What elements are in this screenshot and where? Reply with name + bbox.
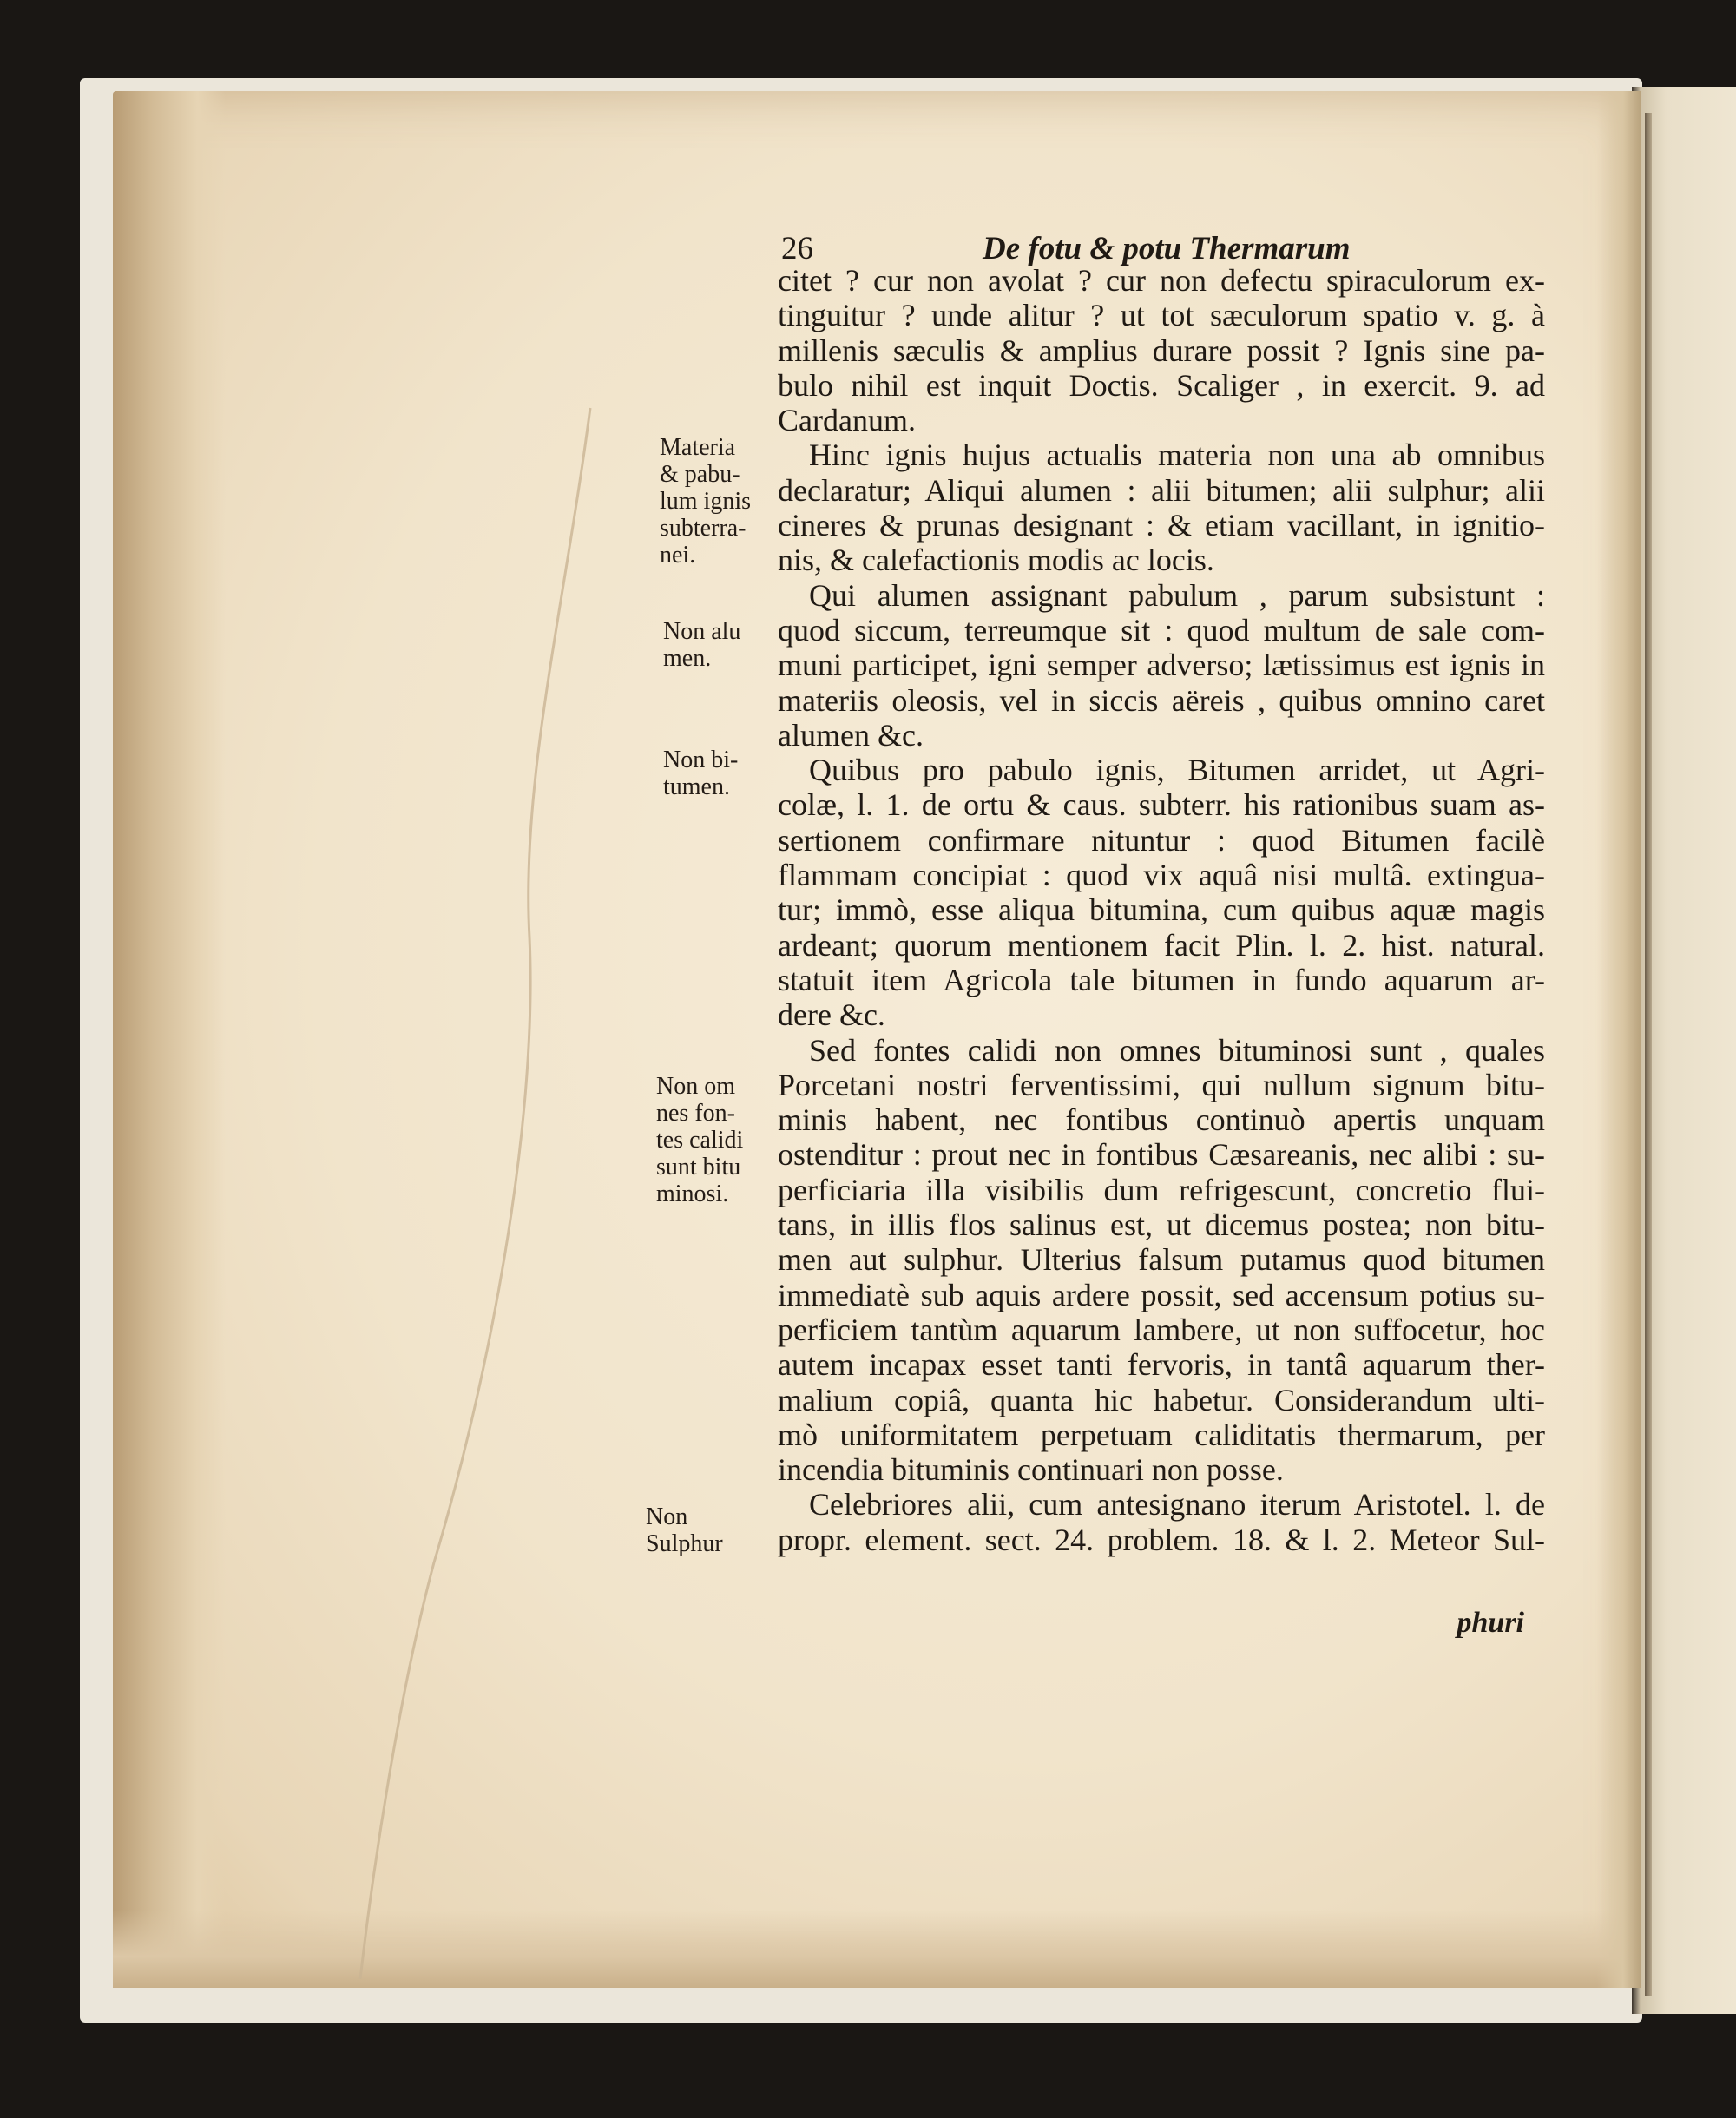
marginal-note-line: minosi. <box>656 1181 729 1207</box>
page-number: 26 <box>781 231 813 266</box>
body-line: perficiem tantùm aquarum lambere, ut non suffocetur, hoc <box>778 1312 1545 1347</box>
body-line: tur; immò, esse aliqua bitumina, cum quibus aquæ magis <box>778 892 1545 928</box>
body-line: Celebriores alii, cum antesignano iterum Aristotel. l. de <box>809 1487 1545 1523</box>
body-line: declaratur; Aliqui alumen : alii bitumen; alii sulphur; alii <box>778 472 1545 508</box>
body-line: malium copiâ, quanta hic habetur. Considerandum ulti- <box>778 1382 1545 1417</box>
body-line: tinguitur ? unde alitur ? ut tot sæculorum spatio v. g. à <box>778 298 1545 333</box>
body-line: perficiaria illa visibilis dum refrigescunt, concretio flui- <box>778 1172 1545 1207</box>
body-lines <box>778 263 1545 1557</box>
body-line: bulo nihil est inquit Doctis. Scaliger , in exercit. 9. ad <box>778 367 1545 403</box>
body-line: ostenditur : prout nec in fontibus Cæsareanis, nec alibi : su- <box>778 1137 1545 1173</box>
body-line: Cardanum. <box>778 403 916 438</box>
marginal-note-line: tes calidi <box>656 1127 744 1154</box>
body-line: minis habent, nec fontibus continuò apertis unquam <box>778 1102 1545 1138</box>
body-line: tans, in illis flos salinus est, ut dicemus postea; non bitu- <box>778 1207 1545 1243</box>
marginal-note-line: nes fon- <box>656 1100 735 1127</box>
gutter-shadow <box>1645 113 1652 1996</box>
marginal-note <box>646 1503 759 1557</box>
body-line: Hinc ignis hujus actualis materia non una ab omnibus <box>809 437 1545 473</box>
marginal-note-line: lum ignis <box>660 488 752 515</box>
body-line: flammam concipiat : quod vix aquâ nisi multâ. extingua- <box>778 858 1545 893</box>
body-line: citet ? cur non avolat ? cur non defectu spiraculorum ex- <box>778 263 1545 298</box>
body-text <box>778 263 1545 1557</box>
body-line: autem incapax esset tanti fervoris, in tantâ aquarum ther- <box>778 1347 1545 1383</box>
running-title: De fotu & potu Thermarum <box>983 231 1351 266</box>
body-line: statuit item Agricola tale bitumen in fundo aquarum ar- <box>778 962 1545 997</box>
body-line: dere &c. <box>778 997 885 1033</box>
body-line: propr. element. sect. 24. problem. 18. & l. 2. Meteor Sul- <box>778 1522 1545 1557</box>
page-gutter <box>1597 91 1641 1988</box>
body-line: Quibus pro pabulo ignis, Bitumen arridet, ut Agri- <box>809 753 1545 788</box>
worn-left-edge <box>113 91 226 1988</box>
body-line: ardeant; quorum mentionem facit Plin. l. 2. hist. natural. <box>778 927 1545 963</box>
marginal-note-line: tumen. <box>663 773 730 800</box>
worn-bottom-edge <box>113 1910 1641 1988</box>
body-line: incendia bituminis continuari non posse. <box>778 1452 1284 1488</box>
body-line: colæ, l. 1. de ortu & caus. subterr. his rationibus suam as- <box>778 787 1545 823</box>
marginal-note-line: men. <box>663 645 712 672</box>
marginal-note-line: sunt bitu <box>656 1154 741 1181</box>
body-line: Sed fontes calidi non omnes bituminosi sunt , quales <box>809 1032 1545 1068</box>
body-line: cineres & prunas designant : & etiam vacillant, in ignitio- <box>778 508 1545 543</box>
marginal-note <box>660 434 773 569</box>
marginal-note-line: Non om <box>656 1073 735 1100</box>
marginal-note <box>663 747 776 800</box>
body-line: sertionem confirmare nituntur : quod Bitumen facilè <box>778 822 1545 858</box>
catchword: phuri <box>1457 1607 1524 1639</box>
marginal-note-line: Materia <box>660 434 736 461</box>
marginal-note <box>656 1073 769 1207</box>
marginal-note-line: Sulphur <box>646 1530 723 1557</box>
body-line: men aut sulphur. Ulterius falsum putamus quod bitumen <box>778 1242 1545 1278</box>
body-line: Porcetani nostri ferventissimi, qui nullum signum bitu- <box>778 1067 1545 1102</box>
body-line: Qui alumen assignant pabulum , parum subsistunt : <box>809 577 1545 613</box>
marginal-note <box>663 618 776 672</box>
marginal-note-line: & pabu- <box>660 461 740 488</box>
body-line: materiis oleosis, vel in siccis aëreis , quibus omnino caret <box>778 682 1545 718</box>
body-line: quod siccum, terreumque sit : quod multum de sale com- <box>778 612 1545 648</box>
body-line: muni participet, igni semper adverso; lætissimus est ignis in <box>778 648 1545 683</box>
marginal-note-line: Non bi- <box>663 747 739 773</box>
body-line: mò uniformitatem perpetuam caliditatis thermarum, per <box>778 1417 1545 1452</box>
marginal-note-line: Non <box>646 1503 688 1530</box>
body-line: nis, & calefactionis modis ac locis. <box>778 543 1214 578</box>
marginal-note-line: subterra- <box>660 515 746 542</box>
body-line: alumen &c. <box>778 717 924 753</box>
marginal-note-line: Non alu <box>663 618 741 645</box>
marginal-note-line: nei. <box>660 542 696 569</box>
body-line: millenis sæculis & amplius durare possit ? Ignis sine pa- <box>778 332 1545 368</box>
body-line: immediatè sub aquis ardere possit, sed accensum potius su- <box>778 1277 1545 1312</box>
